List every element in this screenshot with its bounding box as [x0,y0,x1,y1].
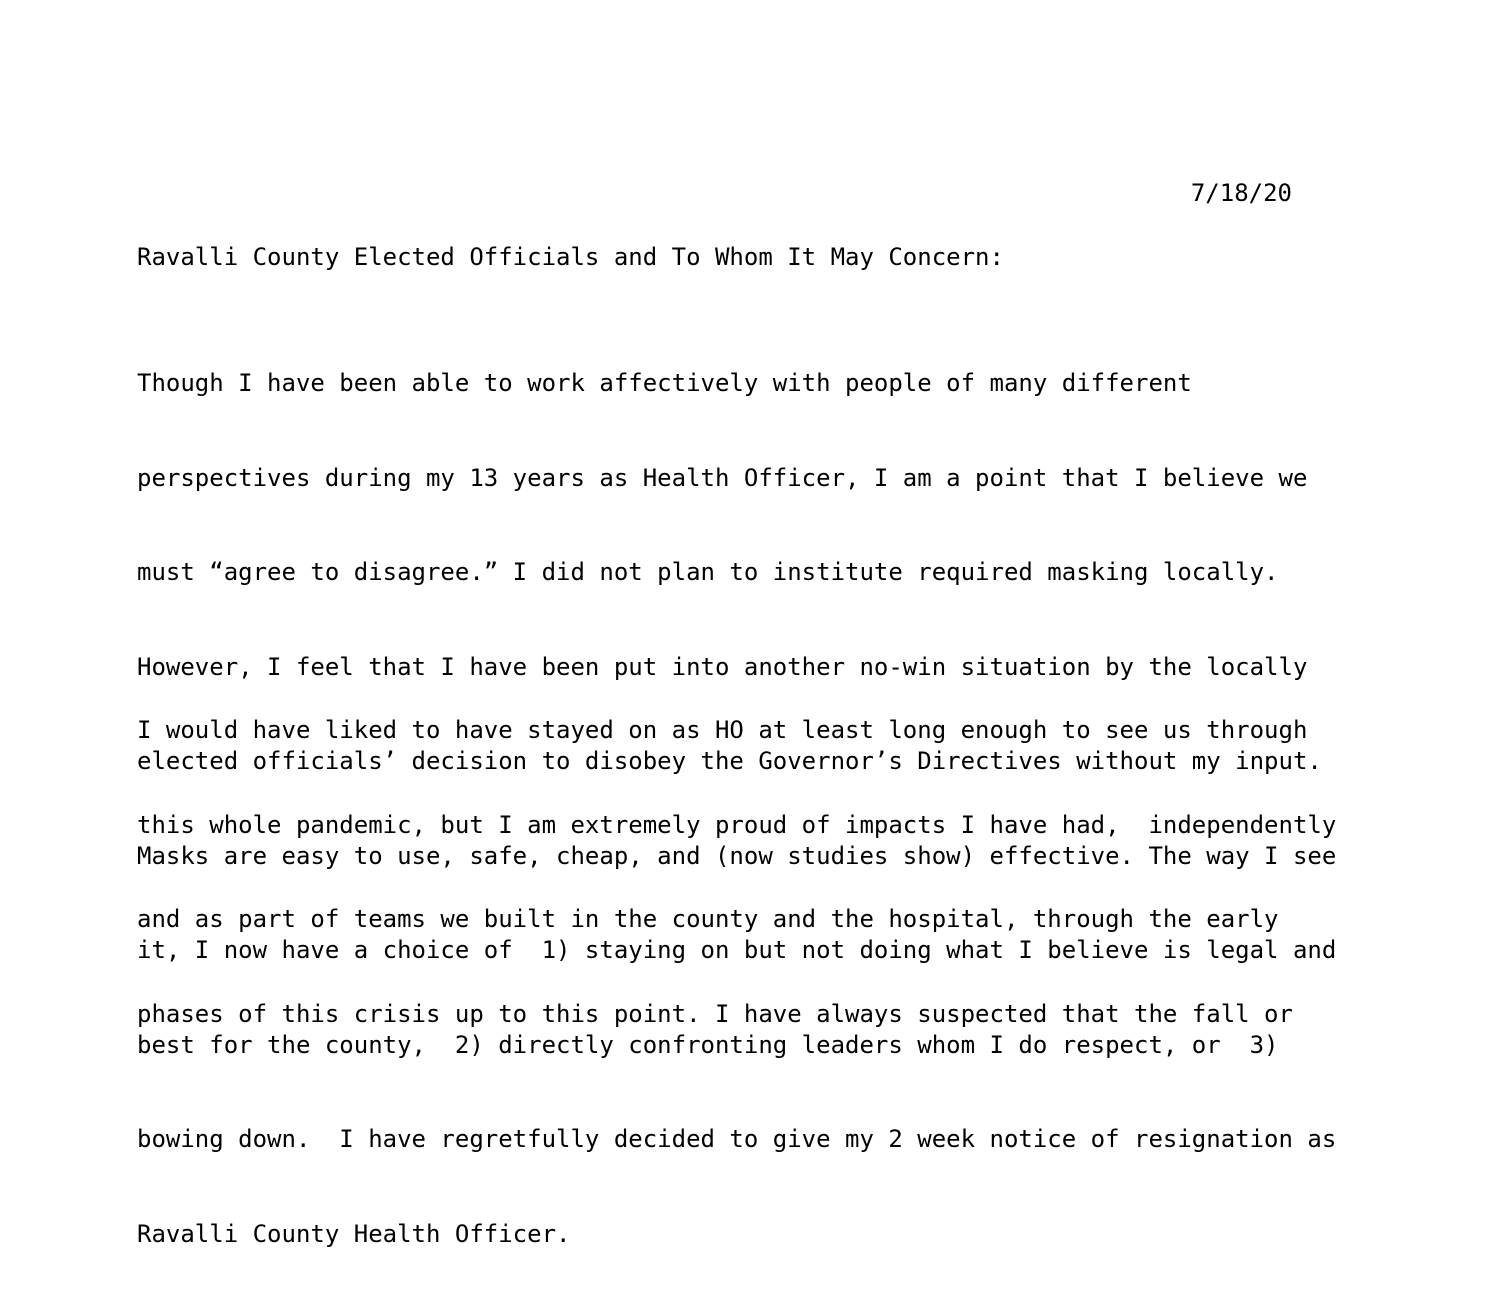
text-line: best for the county, 2) directly confronting leaders whom I do respect, or 3) [137,1030,1279,1059]
text-line: elected officials’ decision to disobey the Governor’s Directives without my input. [137,747,1322,775]
text-line: must “agree to disagree.” I did not plan to institute required masking locally. [137,558,1279,586]
text-line: perspectives during my 13 years as Health Officer, I am a point that I believe we [137,463,1308,492]
text-line: bowing down. I have regretfully decided to give my 2 week notice of resignation as [137,1125,1337,1153]
text-line: I would have liked to have stayed on as HO at least long enough to see us through [137,716,1308,744]
text-line: this whole pandemic, but I am extremely proud of impacts I have had, independently [137,810,1337,839]
text-line: Masks are easy to use, safe, cheap, and (now studies show) effective. The way I see [137,841,1337,870]
letter-salutation: Ravalli County Elected Officials and To Whom It May Concern: [137,243,1004,271]
letter-paragraph [137,652,1336,1093]
text-line: Though I have been able to work affectively with people of many different [137,369,1192,397]
text-line: it, I now have a choice of 1) staying on but not doing what I believe is legal and [137,936,1337,964]
text-line: However, I feel that I have been put into another no-win situation by the locally [137,652,1308,681]
text-line: Ravalli County Health Officer. [137,1219,571,1248]
letter-date: 7/18/20 [1190,179,1292,207]
text-line: phases of this crisis up to this point. I have always suspected that the fall or [137,999,1293,1028]
text-line: and as part of teams we built in the county and the hospital, through the early [137,905,1279,933]
